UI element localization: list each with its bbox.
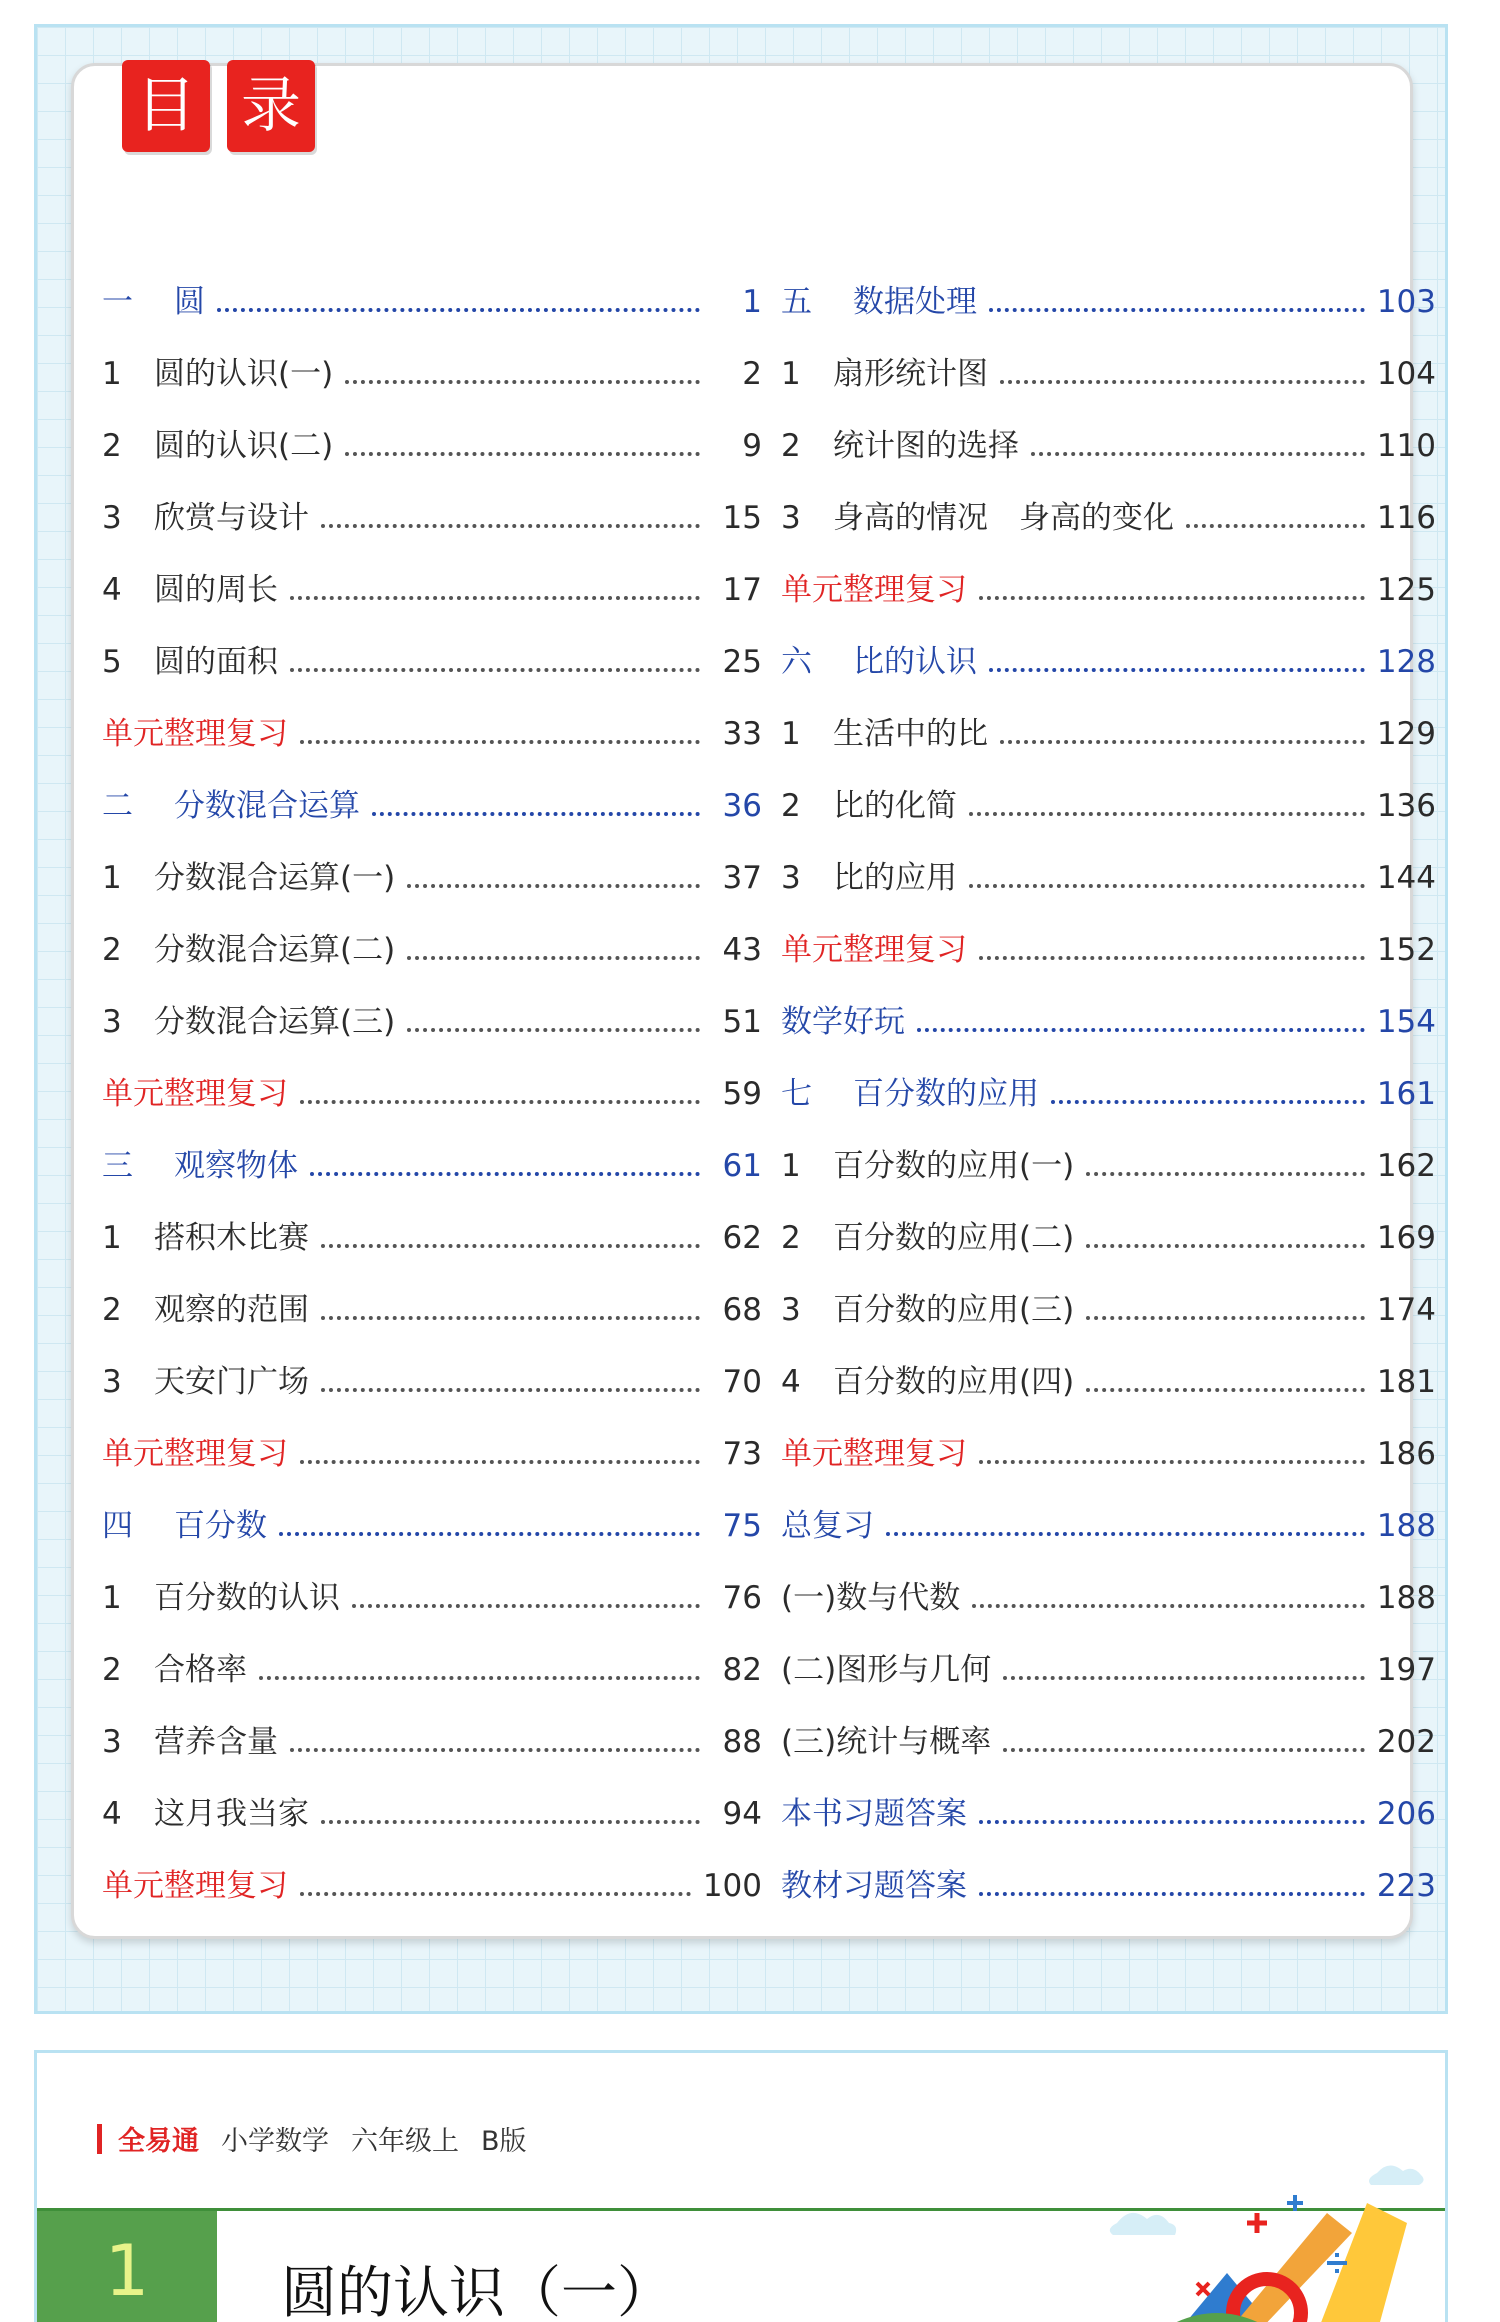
toc-entry-page: 36 — [722, 788, 762, 824]
toc-entry-number: 4 — [102, 572, 122, 608]
toc-entry-number: 1 — [781, 1148, 801, 1184]
toc-entry-label: 单元整理复习 — [102, 1076, 288, 1112]
toc-entry-page: 144 — [1376, 860, 1436, 896]
toc-entry-normal[interactable] — [102, 970, 762, 1042]
toc-entry-page: 82 — [722, 1652, 762, 1688]
toc-entry-label: 合格率 — [154, 1652, 247, 1688]
toc-entry-number: 1 — [781, 716, 801, 752]
toc-entry-page: 88 — [722, 1724, 762, 1760]
toc-entry-normal[interactable] — [781, 1114, 1436, 1186]
toc-entry-number: 六 — [781, 644, 812, 680]
toc-dot-leader — [407, 1028, 700, 1032]
toc-entry-page: 61 — [722, 1148, 762, 1184]
toc-dot-leader — [1003, 1676, 1365, 1680]
toc-entry-review[interactable] — [102, 1402, 762, 1474]
toc-dot-leader — [372, 812, 700, 816]
toc-entry-review[interactable] — [102, 1042, 762, 1114]
toc-entry-number: 1 — [781, 356, 801, 392]
toc-entry-page: 162 — [1376, 1148, 1436, 1184]
toc-dot-leader — [979, 596, 1365, 600]
toc-entry-label: 单元整理复习 — [102, 1436, 288, 1472]
toc-entry-number: 1 — [102, 1580, 122, 1616]
toc-entry-number: 二 — [102, 788, 133, 824]
toc-dot-leader — [300, 1100, 700, 1104]
toc-entry-number: 4 — [781, 1364, 801, 1400]
toc-dot-leader — [886, 1532, 1365, 1536]
edition: B版 — [481, 2126, 527, 2157]
toc-entry-label: 观察物体 — [174, 1148, 298, 1184]
toc-entry-label: 圆的面积 — [154, 644, 278, 680]
toc-entry-page: 186 — [1376, 1436, 1436, 1472]
toc-entry-label: 圆的周长 — [154, 572, 278, 608]
toc-entry-page: 33 — [722, 716, 762, 752]
toc-entry-normal[interactable] — [102, 322, 762, 394]
toc-entry-page: 73 — [722, 1436, 762, 1472]
toc-entry-number: 3 — [781, 860, 801, 896]
toc-entry-normal[interactable] — [102, 1690, 762, 1762]
toc-entry-normal[interactable] — [781, 826, 1436, 898]
toc-entry-label: (一)数与代数 — [781, 1580, 961, 1616]
toc-entry-normal[interactable] — [781, 322, 1436, 394]
grade: 六年级上 — [351, 2126, 459, 2157]
running-head-bar — [97, 2124, 102, 2154]
toc-page — [34, 24, 1448, 2014]
toc-entry-label: 比的化简 — [833, 788, 957, 824]
toc-entry-page: 25 — [722, 644, 762, 680]
toc-entry-label: 观察的范围 — [154, 1292, 309, 1328]
toc-entry-page: 188 — [1376, 1580, 1436, 1616]
toc-entry-chapter[interactable] — [102, 754, 762, 826]
toc-entry-label: 圆 — [174, 284, 205, 320]
toc-entry-normal[interactable] — [781, 1258, 1436, 1330]
toc-entry-label: 本书习题答案 — [781, 1796, 967, 1832]
toc-dot-leader — [1051, 1100, 1365, 1104]
toc-entry-review[interactable] — [781, 1402, 1436, 1474]
toc-entry-special[interactable] — [781, 1474, 1436, 1546]
toc-entry-label: 分数混合运算(二) — [154, 932, 396, 968]
toc-entry-page: 181 — [1376, 1364, 1436, 1400]
toc-entry-page: 128 — [1376, 644, 1436, 680]
toc-dot-leader — [290, 1748, 700, 1752]
toc-dot-leader — [345, 452, 700, 456]
toc-entry-page: 68 — [722, 1292, 762, 1328]
toc-dot-leader — [352, 1604, 700, 1608]
toc-entry-page: 59 — [722, 1076, 762, 1112]
toc-entry-normal[interactable] — [781, 1618, 1436, 1690]
toc-dot-leader — [217, 308, 700, 312]
toc-dot-leader — [300, 1460, 700, 1464]
toc-entry-page: 206 — [1376, 1796, 1436, 1832]
toc-dot-leader — [979, 1892, 1365, 1896]
toc-entry-label: 比的应用 — [833, 860, 957, 896]
toc-entry-chapter[interactable] — [781, 610, 1436, 682]
toc-entry-normal[interactable] — [781, 1330, 1436, 1402]
toc-entry-page: 51 — [722, 1004, 762, 1040]
toc-dot-leader — [979, 1460, 1365, 1464]
toc-dot-leader — [321, 524, 700, 528]
toc-entry-number: 3 — [102, 500, 122, 536]
toc-dot-leader — [989, 668, 1365, 672]
toc-entry-page: 154 — [1376, 1004, 1436, 1040]
toc-entry-label: 百分数的认识 — [154, 1580, 340, 1616]
toc-entry-review[interactable] — [781, 898, 1436, 970]
toc-entry-label: 天安门广场 — [154, 1364, 309, 1400]
toc-entry-review[interactable] — [781, 538, 1436, 610]
toc-entry-label: 数学好玩 — [781, 1004, 905, 1040]
toc-dot-leader — [1031, 452, 1365, 456]
toc-entry-label: 营养含量 — [154, 1724, 278, 1760]
toc-entry-page: 202 — [1376, 1724, 1436, 1760]
toc-entry-number: 3 — [102, 1364, 122, 1400]
toc-entry-page: 75 — [722, 1508, 762, 1544]
toc-entry-normal[interactable] — [781, 1186, 1436, 1258]
toc-entry-number: 1 — [102, 356, 122, 392]
toc-entry-page: 70 — [722, 1364, 762, 1400]
toc-entry-label: 百分数的应用(一) — [833, 1148, 1075, 1184]
toc-entry-page: 223 — [1376, 1868, 1436, 1904]
toc-entry-normal[interactable] — [781, 1546, 1436, 1618]
toc-entry-normal[interactable] — [781, 754, 1436, 826]
toc-dot-leader — [407, 956, 700, 960]
toc-entry-normal[interactable] — [102, 1618, 762, 1690]
toc-dot-leader — [345, 380, 700, 384]
toc-entry-number: 2 — [102, 428, 122, 464]
toc-entry-number: 3 — [102, 1724, 122, 1760]
toc-entry-page: 169 — [1376, 1220, 1436, 1256]
toc-dot-leader — [979, 1820, 1365, 1824]
toc-entry-page: 1 — [742, 284, 762, 320]
toc-entry-special[interactable] — [781, 1834, 1436, 1906]
lesson-page — [34, 2050, 1448, 2322]
toc-right-column — [781, 250, 1436, 1906]
toc-entry-label: 单元整理复习 — [781, 1436, 967, 1472]
toc-entry-label: 单元整理复习 — [781, 572, 967, 608]
toc-entry-label: 圆的认识(二) — [154, 428, 334, 464]
toc-entry-label: 百分数的应用 — [853, 1076, 1039, 1112]
toc-entry-label: 百分数的应用(四) — [833, 1364, 1075, 1400]
toc-entry-number: 三 — [102, 1148, 133, 1184]
lesson-title: 圆的认识（一） — [281, 2261, 673, 2322]
toc-entry-page: 43 — [722, 932, 762, 968]
toc-title-char: 目 — [122, 60, 210, 152]
toc-dot-leader — [290, 668, 700, 672]
toc-entry-page: 161 — [1376, 1076, 1436, 1112]
toc-entry-number: 2 — [781, 428, 801, 464]
toc-entry-chapter[interactable] — [102, 1474, 762, 1546]
toc-entry-normal[interactable] — [102, 1546, 762, 1618]
toc-entry-normal[interactable] — [781, 466, 1436, 538]
toc-entry-normal[interactable] — [781, 682, 1436, 754]
toc-entry-page: 188 — [1376, 1508, 1436, 1544]
toc-dot-leader — [969, 812, 1365, 816]
toc-entry-label: 比的认识 — [853, 644, 977, 680]
toc-dot-leader — [917, 1028, 1365, 1032]
toc-entry-page: 17 — [722, 572, 762, 608]
toc-entry-normal[interactable] — [102, 1258, 762, 1330]
toc-dot-leader — [1086, 1388, 1365, 1392]
toc-dot-leader — [1186, 524, 1365, 528]
toc-entry-chapter[interactable] — [102, 1114, 762, 1186]
toc-entry-page: 100 — [702, 1868, 762, 1904]
toc-entry-number: 1 — [102, 1220, 122, 1256]
toc-entry-number: 2 — [102, 1652, 122, 1688]
toc-entry-label: 数据处理 — [853, 284, 977, 320]
toc-entry-normal[interactable] — [102, 1186, 762, 1258]
toc-entry-label: 生活中的比 — [833, 716, 988, 752]
toc-entry-label: 总复习 — [781, 1508, 874, 1544]
toc-entry-label: 分数混合运算 — [174, 788, 360, 824]
toc-entry-number: 一 — [102, 284, 133, 320]
toc-entry-review[interactable] — [102, 682, 762, 754]
toc-entry-normal[interactable] — [781, 1690, 1436, 1762]
toc-entry-label: 百分数的应用(二) — [833, 1220, 1075, 1256]
toc-entry-label: 搭积木比赛 — [154, 1220, 309, 1256]
toc-entry-normal[interactable] — [102, 394, 762, 466]
toc-entry-page: 125 — [1376, 572, 1436, 608]
toc-entry-page: 136 — [1376, 788, 1436, 824]
toc-entry-page: 116 — [1376, 500, 1436, 536]
toc-dot-leader — [1000, 380, 1365, 384]
toc-entry-number: 四 — [102, 1508, 133, 1544]
toc-entry-number: 2 — [102, 1292, 122, 1328]
toc-entry-special[interactable] — [781, 1762, 1436, 1834]
toc-entry-number: 1 — [102, 860, 122, 896]
toc-entry-normal[interactable] — [102, 1762, 762, 1834]
toc-entry-label: 统计图的选择 — [833, 428, 1019, 464]
toc-entry-normal[interactable] — [102, 898, 762, 970]
toc-entry-label: 圆的认识(一) — [154, 356, 334, 392]
toc-entry-label: 欣赏与设计 — [154, 500, 309, 536]
toc-entry-number: 2 — [781, 1220, 801, 1256]
brand-name: 全易通 — [118, 2126, 199, 2157]
toc-entry-page: 37 — [722, 860, 762, 896]
toc-entry-label: 单元整理复习 — [102, 716, 288, 752]
toc-dot-leader — [1003, 1748, 1365, 1752]
toc-dot-leader — [1086, 1172, 1365, 1176]
toc-entry-number: 七 — [781, 1076, 812, 1112]
toc-entry-page: 2 — [742, 356, 762, 392]
toc-entry-page: 104 — [1376, 356, 1436, 392]
toc-entry-label: 单元整理复习 — [102, 1868, 288, 1904]
toc-entry-chapter[interactable] — [102, 250, 762, 322]
toc-entry-page: 76 — [722, 1580, 762, 1616]
toc-entry-number: 2 — [102, 932, 122, 968]
toc-dot-leader — [300, 1892, 691, 1896]
toc-entry-page: 174 — [1376, 1292, 1436, 1328]
toc-entry-label: 百分数 — [174, 1508, 267, 1544]
toc-entry-label: 教材习题答案 — [781, 1868, 967, 1904]
lesson-number: 1 — [37, 2211, 217, 2322]
toc-entry-page: 15 — [722, 500, 762, 536]
toc-entry-label: 分数混合运算(一) — [154, 860, 396, 896]
toc-entry-page: 103 — [1376, 284, 1436, 320]
toc-entry-number: 3 — [781, 500, 801, 536]
toc-entry-page: 9 — [742, 428, 762, 464]
toc-dot-leader — [969, 884, 1365, 888]
toc-dot-leader — [979, 956, 1365, 960]
toc-entry-special[interactable] — [781, 970, 1436, 1042]
toc-card — [71, 63, 1436, 1939]
toc-entry-normal[interactable] — [102, 1330, 762, 1402]
toc-dot-leader — [407, 884, 700, 888]
toc-entry-label: 这月我当家 — [154, 1796, 309, 1832]
toc-entry-normal[interactable] — [102, 466, 762, 538]
toc-left-column — [102, 250, 762, 1906]
subject: 小学数学 — [221, 2126, 329, 2157]
toc-dot-leader — [321, 1244, 700, 1248]
toc-dot-leader — [259, 1676, 700, 1680]
toc-dot-leader — [310, 1172, 700, 1176]
toc-entry-label: 百分数的应用(三) — [833, 1292, 1075, 1328]
toc-dot-leader — [321, 1316, 700, 1320]
toc-entry-normal[interactable] — [102, 610, 762, 682]
toc-dot-leader — [989, 308, 1365, 312]
toc-dot-leader — [279, 1532, 700, 1536]
toc-entry-normal[interactable] — [781, 394, 1436, 466]
toc-dot-leader — [290, 596, 700, 600]
toc-dot-leader — [1000, 740, 1365, 744]
toc-entry-number: 3 — [781, 1292, 801, 1328]
toc-entry-page: 197 — [1376, 1652, 1436, 1688]
toc-dot-leader — [1086, 1316, 1365, 1320]
toc-entry-review[interactable] — [102, 1834, 762, 1906]
toc-entry-page: 110 — [1376, 428, 1436, 464]
toc-dot-leader — [321, 1388, 700, 1392]
toc-entry-label: 扇形统计图 — [833, 356, 988, 392]
toc-entry-normal[interactable] — [102, 826, 762, 898]
toc-entry-label: 身高的情况 身高的变化 — [833, 500, 1174, 536]
toc-entry-label: 分数混合运算(三) — [154, 1004, 396, 1040]
toc-entry-chapter[interactable] — [781, 250, 1436, 322]
toc-entry-label: 单元整理复习 — [781, 932, 967, 968]
toc-entry-label: (二)图形与几何 — [781, 1652, 992, 1688]
stationery-illustration-icon — [1077, 2163, 1448, 2322]
toc-dot-leader — [321, 1820, 700, 1824]
toc-entry-number: 4 — [102, 1796, 122, 1832]
toc-entry-normal[interactable] — [102, 538, 762, 610]
toc-dot-leader — [972, 1604, 1365, 1608]
toc-entry-page: 94 — [722, 1796, 762, 1832]
toc-entry-number: 5 — [102, 644, 122, 680]
toc-entry-number: 五 — [781, 284, 812, 320]
toc-entry-number: 2 — [781, 788, 801, 824]
toc-dot-leader — [1086, 1244, 1365, 1248]
toc-title-char: 录 — [227, 60, 315, 152]
toc-entry-number: 3 — [102, 1004, 122, 1040]
toc-entry-page: 129 — [1376, 716, 1436, 752]
running-head — [97, 2119, 549, 2158]
toc-entry-chapter[interactable] — [781, 1042, 1436, 1114]
toc-entry-label: (三)统计与概率 — [781, 1724, 992, 1760]
toc-dot-leader — [300, 740, 700, 744]
toc-entry-page: 62 — [722, 1220, 762, 1256]
toc-entry-page: 152 — [1376, 932, 1436, 968]
